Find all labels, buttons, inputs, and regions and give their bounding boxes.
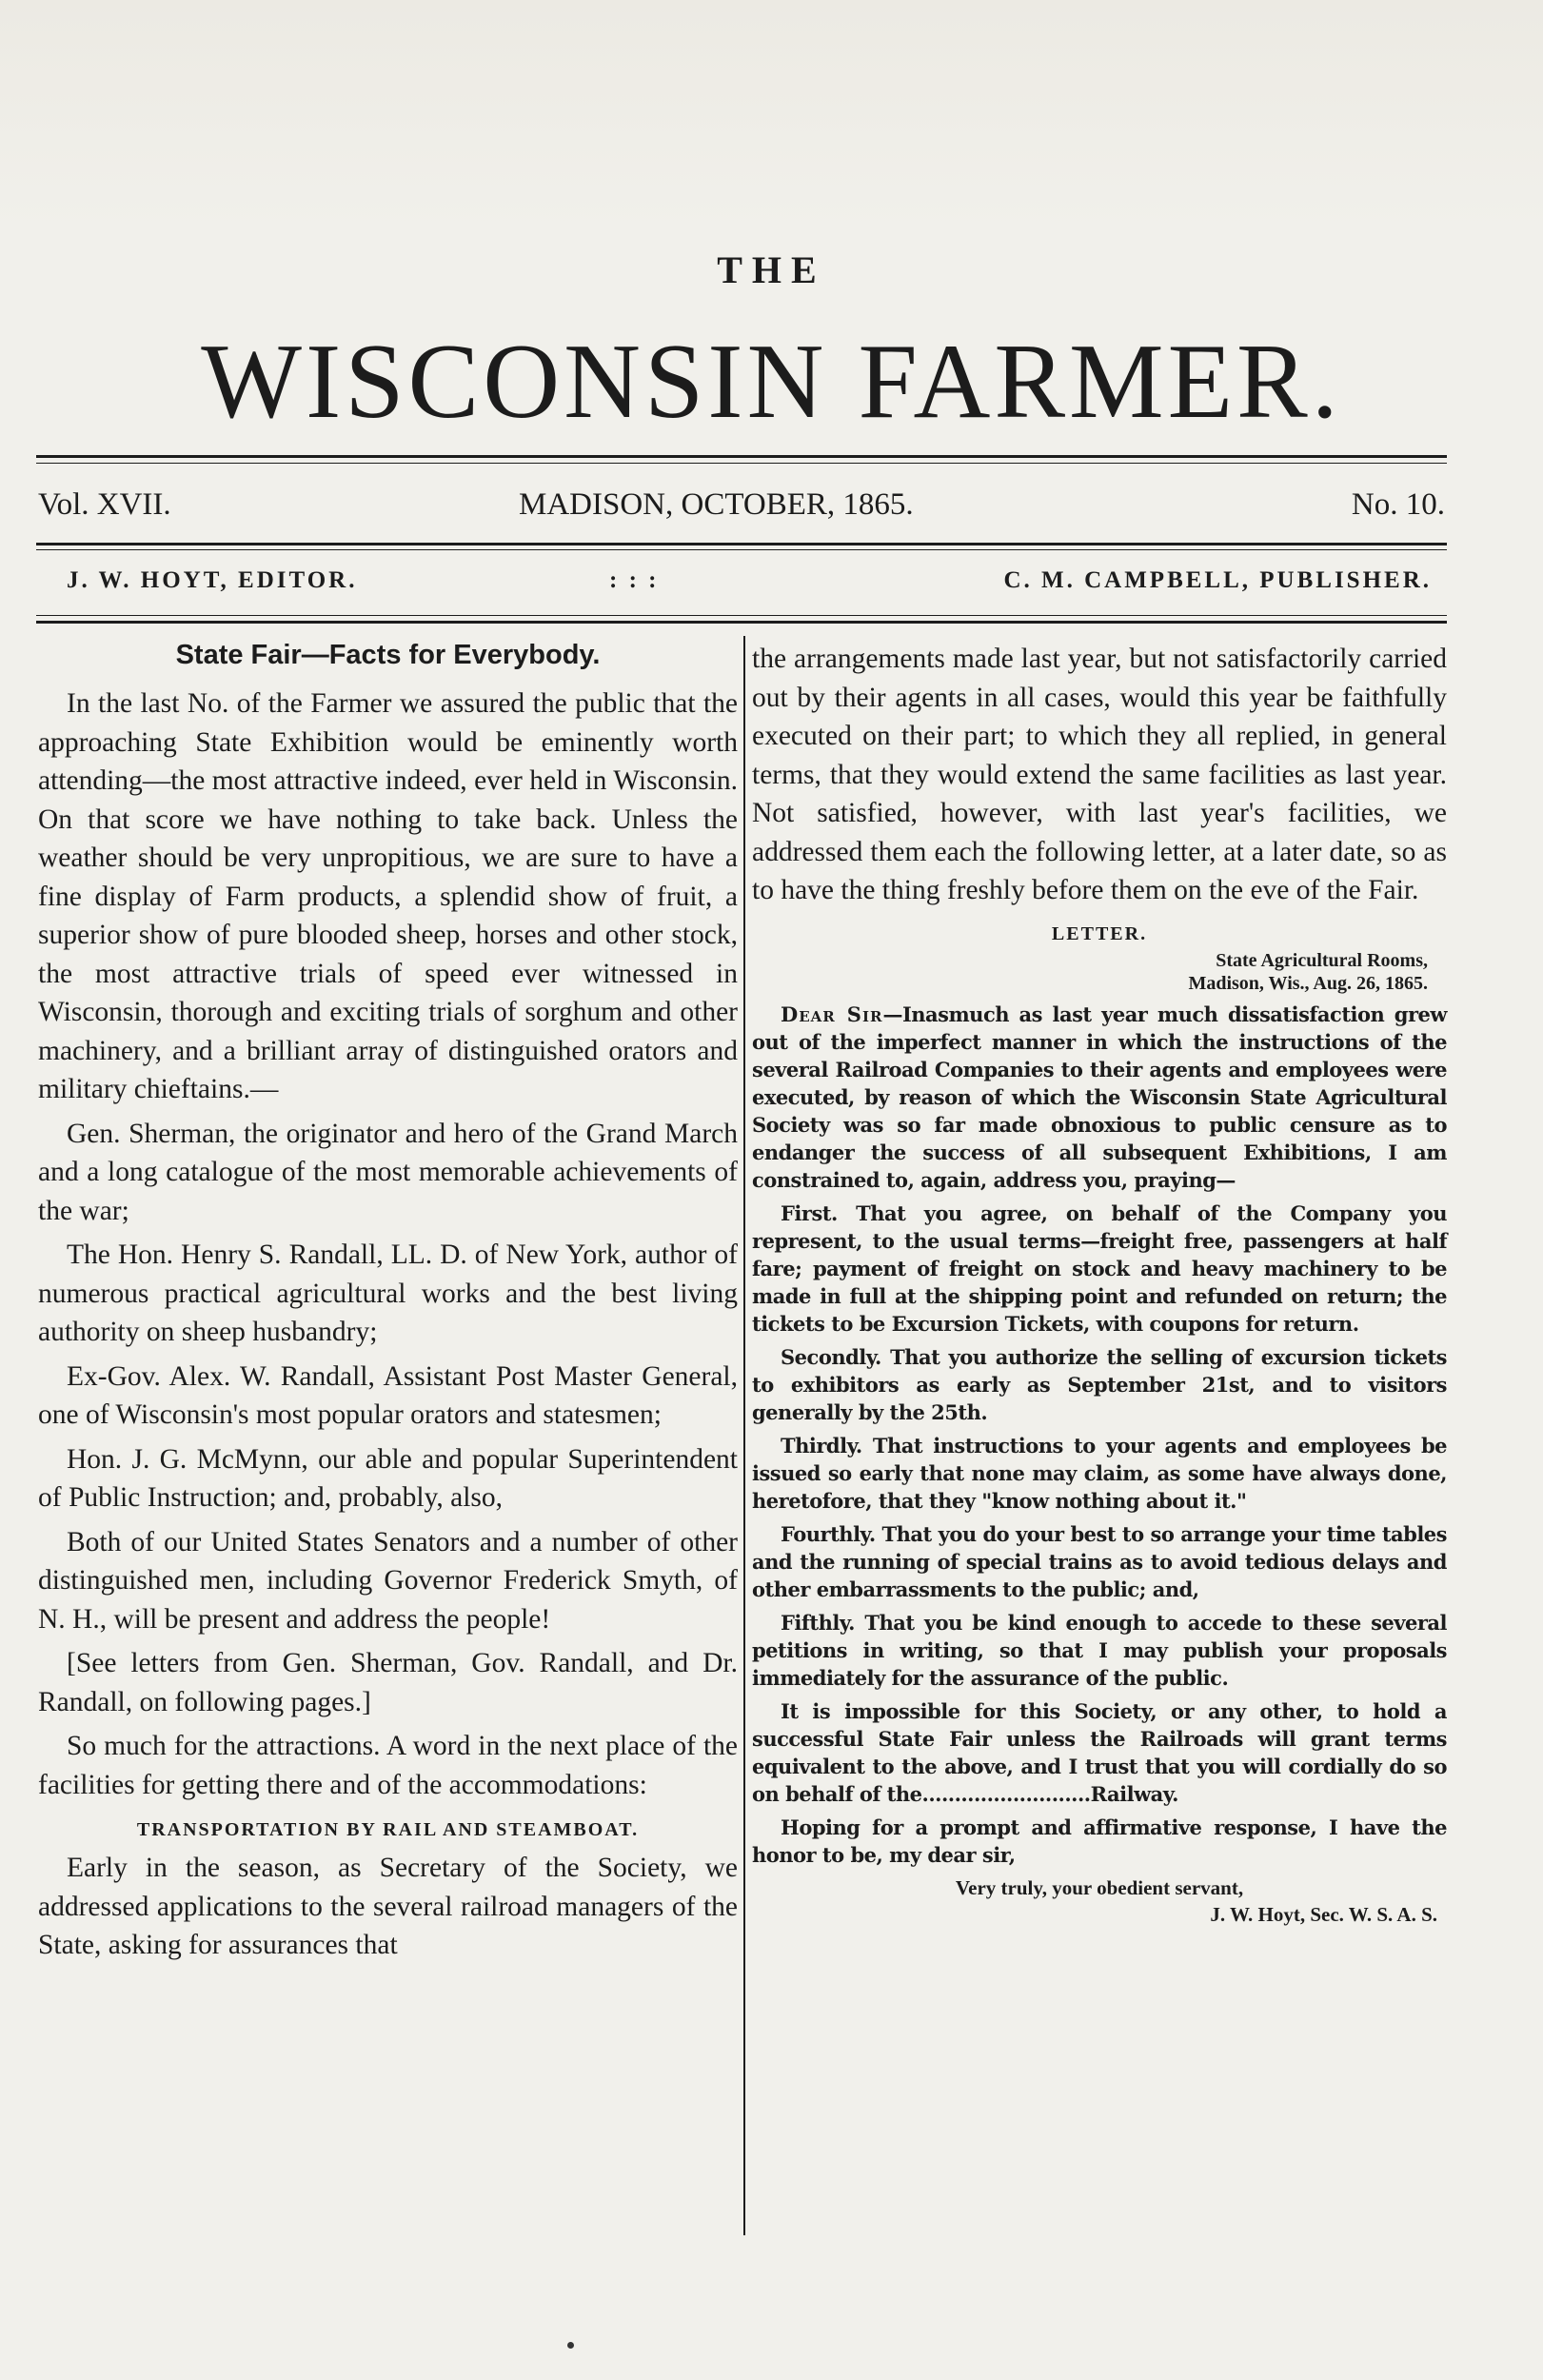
article-paragraph-8: So much for the attractions. A word in the next place of the facilities for getting there and of the accommodations: <box>38 1731 738 1800</box>
article-paragraph-9: Early in the season, as Secretary of the Society, we addressed applications to the several railroad managers of the State, asking for assurances that <box>38 1853 738 1960</box>
letter-first: First. That you agree, on behalf of the Company you represent, to the usual terms—freight free, passengers at half fare; payment of freight on stock and heavy machinery to be made in full at the shipping point and refunded on return; the tickets to be Excursion Tickets, with coupons for return. <box>752 1200 1447 1336</box>
editor-credit: J. W. HOYT, EDITOR. <box>67 567 358 593</box>
staff-line <box>38 567 1445 605</box>
letter-dateline <box>752 949 1447 995</box>
letter-salutation: Dear Sir <box>781 1002 883 1026</box>
issue-dateline: MADISON, OCTOBER, 1865. <box>519 487 914 522</box>
letter-fifth: Fifthly. That you be kind enough to accede to these several petitions in writing, so that I may publish your proposals immediately for the assurance of the public. <box>752 1610 1447 1690</box>
staff-rule <box>36 621 1447 624</box>
letter-hoping: Hoping for a prompt and affirmative response, I have the honor to be, my dear sir, <box>752 1815 1447 1867</box>
staff-rule-thin <box>36 615 1447 616</box>
article-paragraph-7: [See letters from Gen. Sherman, Gov. Randall, and Dr. Randall, on following pages.] <box>38 1648 738 1717</box>
article-paragraph-10: the arrangements made last year, but not satisfactorily carried out by their agents in all cases, would this year be faithfully executed on their part; to which they all replied, in general terms, that they would extend the same facilities as last year. Not satisfied, however, with last year's facilities, we addressed them each the following letter, at a later date, so as to have the thing freshly before them on the eve of the Fair. <box>752 644 1447 905</box>
article-heading: State Fair—Facts for Everybody. <box>175 640 601 670</box>
article-paragraph-1: In the last No. of the Farmer we assured the public that the approaching State Exhibition would be eminently worth attending—the most attractive indeed, ever held in Wisconsin. On that score we have nothing to take back. Unless the weather should be very unpropitious, we are sure to have a fine display of Farm products, a splendid show of fruit, a superior show of pure blooded sheep, horses and other stock, the most attractive trials of speed ever witnessed in Wisconsin, thorough and exciting trials of sorghum and other machinery, and a brilliant array of distinguished orators and military chieftains.— <box>38 688 738 1104</box>
transportation-subhead: TRANSPORTATION BY RAIL AND STEAMBOAT. <box>136 1819 640 1840</box>
issue-rule <box>36 543 1447 545</box>
letter-title: LETTER. <box>1051 922 1148 944</box>
issue-number: No. 10. <box>1351 487 1445 522</box>
letter-intro-text: —Inasmuch as last year much dissatisfaction grew out of the imperfect manner in which the instructions of the several Railroad Companies to their agents and employees were executed, by reason of which the Wisconsin State Agricultural Society was so far made obnoxious to public censure as to endanger the success of all subsequent Exhibitions, I am constrained to, again, address you, praying— <box>752 1002 1447 1192</box>
show-through-area <box>0 0 1543 228</box>
letter-third: Thirdly. That instructions to your agents and employees be issued so early that none may claim, as some have always done, heretofore, that they "know nothing about it." <box>752 1433 1447 1513</box>
masthead-rule-top <box>36 455 1447 458</box>
article-paragraph-2: Gen. Sherman, the originator and hero of the Grand March and a long catalogue of the most memorable achievements of the war; <box>38 1118 738 1226</box>
article-paragraph-4: Ex-Gov. Alex. W. Randall, Assistant Post Master General, one of Wisconsin's most popular orators and statesmen; <box>38 1360 738 1430</box>
letter-fourth: Fourthly. That you do your best to so arrange your time tables and the running of special trains as to avoid tedious delays and other embarrassments to the public; and, <box>752 1521 1447 1601</box>
article-paragraph-6: Both of our United States Senators and a number of other distinguished men, including Governor Frederick Smyth, of N. H., will be present and address the people! <box>38 1526 738 1635</box>
article-paragraph-5: Hon. J. G. McMynn, our able and popular Superintendent of Public Instruction; and, probably, also, <box>38 1443 738 1513</box>
staff-separator: : : : <box>609 567 660 593</box>
article-paragraph-3: The Hon. Henry S. Randall, LL. D. of New York, author of numerous practical agricultural works and the best living authority on sheep husbandry; <box>38 1240 738 1347</box>
masthead-rule-thin <box>36 463 1447 464</box>
masthead-the: THE <box>717 248 826 291</box>
column-divider <box>743 636 745 2235</box>
letter-closing: Very truly, your obedient servant, <box>955 1875 1244 1899</box>
issue-line <box>38 487 1445 535</box>
issue-rule-thin <box>36 549 1447 550</box>
letter-second: Secondly. That you authorize the selling of excursion tickets to exhibitors as early as September 21st, and to visitors generally by the 25th. <box>752 1344 1447 1424</box>
letter-place-1: State Agricultural Rooms, <box>1216 949 1428 971</box>
letter-intro <box>752 1001 1447 1194</box>
letter-place-2: Madison, Wis., Aug. 26, 1865. <box>1188 972 1428 994</box>
publisher-credit: C. M. CAMPBELL, PUBLISHER. <box>1003 567 1432 593</box>
volume-number: Vol. XVII. <box>38 487 171 522</box>
letter-impossible: It is impossible for this Society, or any other, to hold a successful State Fair unless the Railroads will grant terms equivalent to the above, and I trust that you will cordially do so on behalf of the..........................Railway. <box>752 1698 1447 1806</box>
masthead-title: WISCONSIN FARMER. <box>201 323 1342 441</box>
left-column <box>38 640 738 1971</box>
letter-signature: J. W. Hoyt, Sec. W. S. A. S. <box>1210 1902 1437 1926</box>
ink-speck <box>567 2342 574 2349</box>
right-column <box>752 640 1447 1928</box>
